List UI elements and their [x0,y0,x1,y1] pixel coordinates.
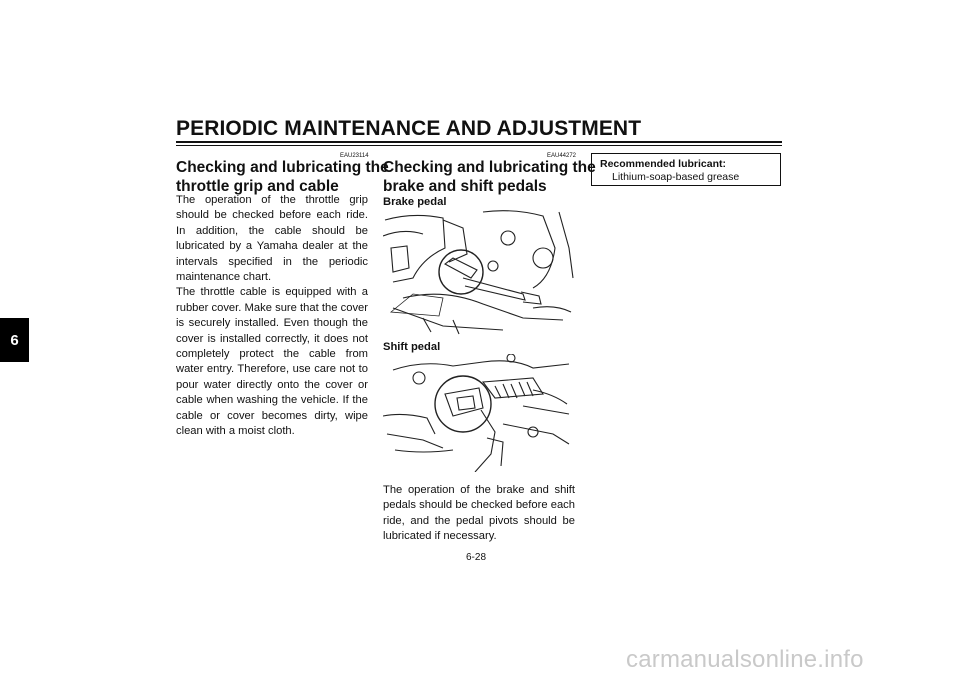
section-body [383,483,575,545]
body-paragraph: The operation of the brake and shift pedals should be checked before each ride, and the pedal pivots should be lubricated if necessary. [383,484,575,543]
page-number: 6-28 [466,552,487,563]
lubricant-label: Recommended lubricant: [600,158,727,170]
heading-line: brake and shift pedals [383,178,547,195]
section-heading [176,158,389,196]
chapter-tab: 6 [0,318,29,362]
heading-line: throttle grip and cable [176,178,339,195]
recommended-lubricant-box [591,153,781,186]
lubricant-value: Lithium-soap-based grease [612,170,740,183]
section-code: EAU44272 [547,153,577,159]
watermark[interactable]: carmanualsonline.info [626,646,864,673]
shift-pedal-illustration [383,354,575,472]
section-body [176,193,368,440]
section-heading [383,158,596,196]
figure-label: Shift pedal [383,341,441,353]
brake-pedal-illustration [383,208,575,336]
heading-line: Checking and lubricating the [176,159,389,176]
section-code: EAU23114 [340,153,369,159]
body-paragraph [176,194,368,437]
body-paragraph-part: The operation of the throttle grip should be checked before each ride. In addition, the cable should be lubricated by a Yamaha dealer at the intervals specified in the periodic maintenance chart. [176,194,368,284]
heading-line: Checking and lubricating the [383,159,596,176]
body-paragraph-part: The throttle cable is equipped with a rubber cover. Make sure that the cover is securely installed. Even though the cover is installed correctly, it does not completely protect the cable from water entry. Therefore, use care not to pour water directly onto the cover or cable when washing the vehicle. If the cable or cover becomes dirty, wipe clean with a moist cloth. [176,286,368,438]
header-rule-thin [176,145,782,146]
figure-label: Brake pedal [383,196,447,208]
header-rule [176,141,782,143]
page-title: PERIODIC MAINTENANCE AND ADJUSTMENT [176,117,642,140]
